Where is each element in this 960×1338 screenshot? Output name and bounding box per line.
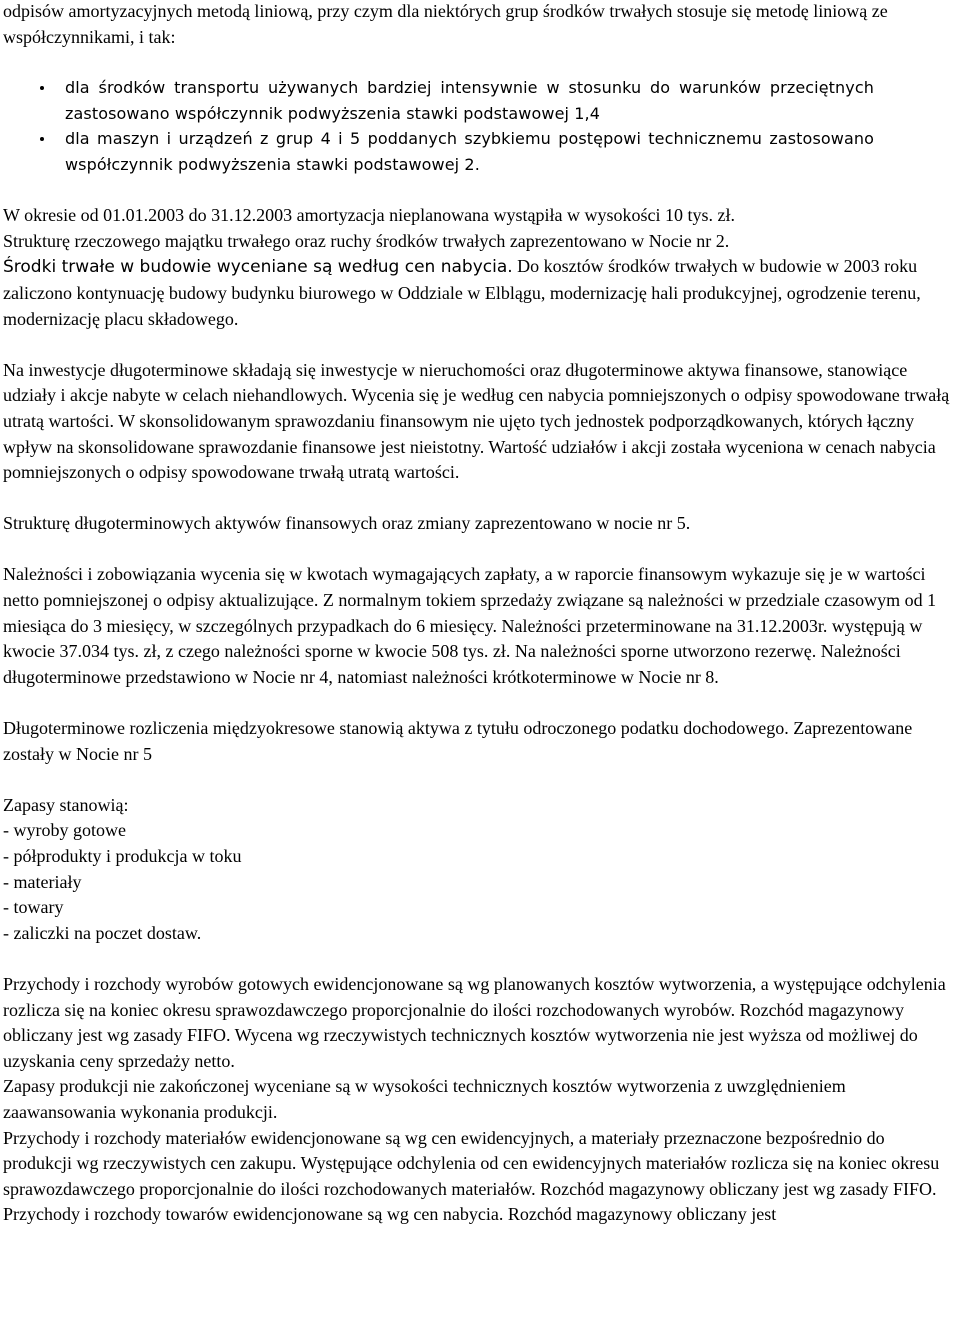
document-page — [3, 0, 958, 1228]
structure-paragraph: Strukturę rzeczowego majątku trwałego oraz ruchy środków trwałych zaprezentowano w Nocie nr 2. — [3, 230, 730, 251]
bullet-icon — [40, 137, 44, 141]
intro-paragraph: odpisów amortyzacyjnych metodą liniową, przy czym dla niektórych grup środków trwałych stosuje się metodę liniową ze współczynnikami, i tak: — [3, 1, 888, 47]
list-item — [3, 126, 958, 177]
construction-lead: Środki trwałe w budowie wyceniane są według cen nabycia. — [3, 257, 513, 278]
list-item-text: dla maszyn i urządzeń z grup 4 i 5 poddanych szybkiemu postępowi technicznemu zastosowano współczynnik podwyższenia stawki podstawowej 2. — [65, 129, 874, 174]
list-item-text: dla środków transportu używanych bardziej intensywnie w stosunku do warunków przeciętnych zastosowano współczynnik podwyższenia stawki podstawowej 1,4 — [65, 78, 874, 123]
long-term-investments-paragraph: Na inwestycje długoterminowe składają się inwestycje w nieruchomości oraz długoterminowe aktywa finansowe, stanowiące udziały i akcje nabyte w celach niehandlowych. Wycenia się je według cen nabycia pomniejszonych o odpisy spowodowane trwałą utratą wartości. W skonsolidowanym sprawozdaniu finansowym nie ujęto tych jednostek podporządkowanych, których łączny wpływ na skonsolidowane sprawozdanie finansowe jest nieistotny. Wartość udziałów i akcji została wyceniona w cenach nabycia pomniejszonych o odpisy spowodowane trwałą utratą wartości. — [3, 359, 950, 483]
bullet-icon — [40, 86, 44, 90]
receivables-paragraph: Należności i zobowiązania wycenia się w kwotach wymagających zapłaty, a w raporcie finansowym wykazuje się je w wartości netto pomniejszonej o odpisy aktualizujące. Z normalnym tokiem sprzedaży związane są należności w przedziale czasowym od 1 miesiąca do 3 miesięcy, w szczególnych przypadkach do 6 miesięcy. Należności przeterminowane na 31.12.2003r. występują w kwocie 37.034 tys. zł, z czego należności sporne w kwocie 508 tys. zł. Na należności sporne utworzono rezerwę. Należności długoterminowe przedstawiono w Nocie nr 4, natomiast należności krótkoterminowe w Nocie nr 8. — [3, 564, 937, 687]
inventory-list — [3, 818, 958, 946]
list-item: - materiały — [3, 871, 82, 892]
amortization-paragraph: W okresie od 01.01.2003 do 31.12.2003 amortyzacja nieplanowana wystąpiła w wysokości 10 tys. zł. — [3, 205, 736, 226]
financial-assets-paragraph: Strukturę długoterminowych aktywów finansowych oraz zmiany zaprezentowano w nocie nr 5. — [3, 513, 691, 534]
construction-paragraph — [3, 254, 958, 332]
inventory-heading: Zapasy stanowią: — [3, 794, 129, 815]
goods-paragraph: Przychody i rozchody towarów ewidencjonowane są wg cen nabycia. Rozchód magazynowy obliczany jest — [3, 1204, 777, 1225]
list-item: - zaliczki na poczet dostaw. — [3, 922, 202, 943]
materials-paragraph: Przychody i rozchody materiałów ewidencjonowane są wg cen ewidencyjnych, a materiały przeznaczone bezpośrednio do produkcji wg rzeczywistych cen zakupu. Występujące odchylenia od cen ewidencyjnych materiałów rozlicza się na koniec okresu sprawozdawczego proporcjonalnie do ilości rozchodowanych materiałów. Rozchód magazynowy obliczany jest wg zasady FIFO. — [3, 1127, 940, 1199]
list-item: - towary — [3, 897, 64, 918]
coefficient-list — [3, 75, 958, 177]
construction-body: Do kosztów środków trwałych w budowie w 2003 roku zaliczono kontynuację budowy budynku biurowego w Oddziale w Elblągu, modernizację hali produkcyjnej, ogrodzenie terenu, modernizację placu składowego. — [3, 256, 921, 329]
list-item: - wyroby gotowe — [3, 820, 126, 841]
list-item — [3, 75, 958, 126]
wip-paragraph: Zapasy produkcji nie zakończonej wyceniane są w wysokości technicznych kosztów wytworzenia z uwzględnieniem zaawansowania wykonania produkcji. — [3, 1076, 846, 1122]
finished-goods-paragraph: Przychody i rozchody wyrobów gotowych ewidencjonowane są wg planowanych kosztów wytworzenia, a występujące odchylenia rozlicza się na koniec okresu sprawozdawczego proporcjonalnie do ilości rozchodowanych wyrobów. Rozchód magazynowy obliczany jest wg zasady FIFO. Wycena wg rzeczywistych technicznych kosztów wytworzenia nie jest wyższa od możliwej do uzyskania ceny sprzedaży netto. — [3, 973, 946, 1071]
list-item: - półprodukty i produkcja w toku — [3, 846, 242, 866]
prepayments-paragraph: Długoterminowe rozliczenia międzyokresowe stanowią aktywa z tytułu odroczonego podatku dochodowego. Zaprezentowane zostały w Nocie nr 5 — [3, 718, 913, 764]
